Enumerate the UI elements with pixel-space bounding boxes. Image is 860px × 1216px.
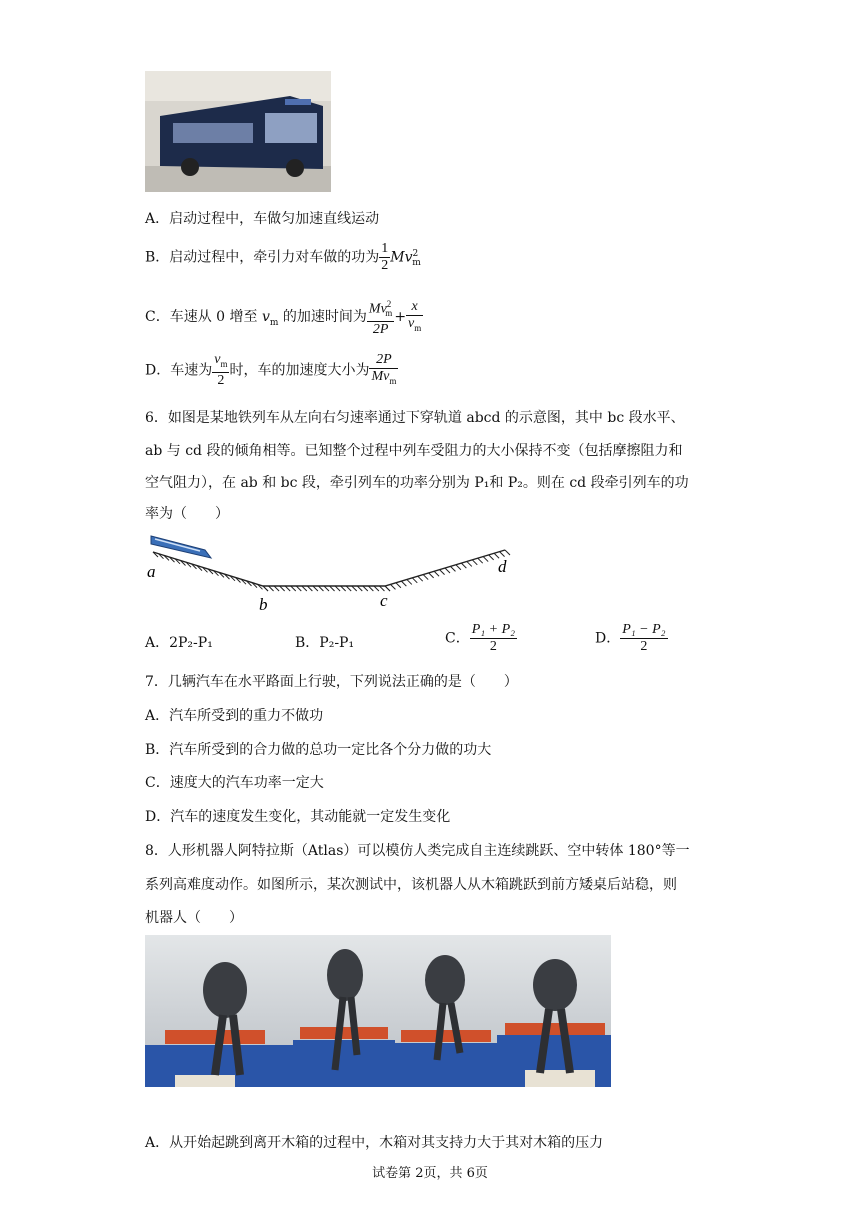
q7-stem: 7．几辆汽车在水平路面上行驶，下列说法正确的是（ ）	[145, 674, 518, 690]
q6-option-a: A．2P₂-P₁	[145, 635, 213, 651]
q5-option-c-text: C．车速从 0 增至	[145, 309, 258, 326]
page-footer: 试卷第 2页，共 6页	[372, 1166, 488, 1181]
q6-stem-line-1: 6．如图是某地铁列车从左向右匀速率通过下穿轨道 abcd 的示意图，其中 bc 段水平、	[145, 410, 685, 426]
q6-option-d: D． $\frac{\text{P₁ − P₂}}{2}$	[595, 622, 666, 654]
q7-option-d: D．汽车的速度发生变化，其动能就一定发生变化	[145, 809, 451, 825]
label-a: a	[147, 562, 156, 581]
q5-b-mv: Mv	[390, 249, 413, 266]
label-d: d	[498, 557, 507, 576]
q6-stem-line-3: 空气阻力），在 ab 和 bc 段，牵引列车的功率分别为 P₁和 P₂。则在 cd 段牵引列车的功	[145, 475, 689, 491]
q5-d-fraction-2: $\frac{2P}{Mv_m}$	[369, 352, 398, 389]
q7-option-b: B．汽车所受到的合力做的总功一定比各个分力做的功大	[145, 742, 492, 758]
q5-option-b: B．启动过程中，牵引力对车做的功为 $\frac{1}{2}$ $Mv^2_m$	[145, 241, 421, 273]
q5-c-fraction-1: $\frac{Mv^2_m}{2P}$	[368, 299, 393, 338]
q5-option-d	[145, 352, 398, 389]
q5-d-fraction-1: $\frac{v_m}{2}$	[214, 352, 228, 388]
bus-photo	[145, 71, 331, 192]
q6-stem-line-2: ab 与 cd 段的倾角相等。已知整个过程中列车受阻力的大小保持不变（包括摩擦阻力和	[145, 443, 683, 459]
q8-stem-line-1: 8．人形机器人阿特拉斯（Atlas）可以模仿人类完成自主连续跳跃、空中转体 180°等一	[145, 843, 690, 859]
q5-option-b-text: B．启动过程中，牵引力对车做的功为	[145, 249, 380, 266]
q5-option-c: C．车速从 0 增至 $v_m$ 的加速时间为 $\frac{Mv^2_m}{2P}$ + $\frac{x}{v_m}$	[145, 296, 423, 338]
photo-frame-1	[145, 935, 293, 1087]
q5-c-plus: +	[394, 309, 407, 326]
q6-option-c: C． $\frac{\text{P₁ + P₂}}{2}$	[445, 622, 516, 654]
q5-option-a: A．启动过程中，车做匀加速直线运动	[145, 211, 380, 227]
q5-b-fraction: $\frac{1}{2}$	[381, 241, 389, 273]
photo-frame-3	[395, 935, 497, 1087]
q5-c-fraction-2: $\frac{x}{v_m}$	[406, 299, 423, 336]
photo-frame-2	[293, 935, 395, 1087]
q7-option-a: A．汽车所受到的重力不做功	[145, 708, 324, 724]
track-diagram	[145, 530, 515, 615]
q7-option-c: C．速度大的汽车功率一定大	[145, 775, 324, 791]
robot-jump-photos	[145, 935, 611, 1087]
q8-stem-line-3: 机器人（ ）	[145, 910, 243, 926]
q5-option-d-mid: 时，车的加速度大小为	[229, 362, 370, 379]
q6-stem-line-4: 率为（ ）	[145, 506, 229, 522]
label-b: b	[259, 595, 268, 614]
q5-option-c-mid: 的加速时间为	[282, 309, 367, 326]
label-c: c	[380, 591, 388, 610]
q8-option-a: A．从开始起跳到离开木箱的过程中，木箱对其支持力大于其对木箱的压力	[145, 1135, 604, 1151]
photo-frame-4	[497, 935, 611, 1087]
q5-option-d-text: D．车速为	[145, 362, 213, 379]
q8-stem-line-2: 系列高难度动作。如图所示，某次测试中，该机器人从木箱跳跃到前方矮桌后站稳，则	[145, 877, 677, 893]
q6-option-b: B．P₂-P₁	[295, 635, 355, 651]
